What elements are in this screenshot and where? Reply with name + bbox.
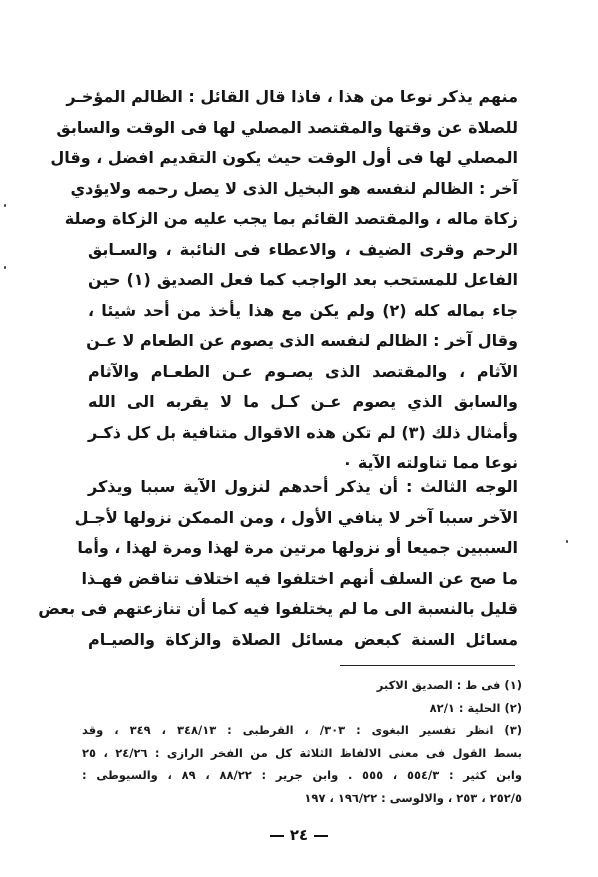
scan-speck (4, 266, 6, 269)
text-line: زكاة ماله ، والمقتصد القائم بما يجب عليه من الزكاة وصلة (64, 209, 518, 228)
footnotes (82, 674, 522, 809)
page-number (0, 826, 598, 844)
paragraph-1 (50, 82, 519, 479)
text-line: قليل بالنسبة الى ما لم يختلفوا فيه كما أن تنازعتهم فى بعض (38, 599, 518, 618)
text-line: مسائل السنة كبعض مسائل الصلاة والزكاة والصيـام (88, 629, 518, 649)
footnote-divider (340, 665, 515, 666)
text-line: الآخر سببا آخر لا ينافي الأول ، ومن الممكن نزولها لأجـل (74, 507, 518, 527)
dash-left (270, 835, 284, 837)
text-line: المصلي لها فى أول الوقت حيث يكون التقديم افضل ، وقال (50, 148, 518, 167)
footnote: ٢٥٢/٥ ، ٢٥٣ ، والالوسى : ١٩٦/٢٢ ، ١٩٧ (304, 790, 522, 805)
text-line: وأمثال ذلك (٣) لم تكن هذه الاقوال متنافية بل كل ذكـر (88, 422, 519, 442)
text-line: نوعا مما تناولته الآية ٠ (342, 453, 518, 472)
scan-speck (4, 204, 6, 207)
footnote: (٢) الحلية : ٨٢/١ (429, 700, 522, 715)
text-line: وقال آخر : الظالم لنفسه الذى يصوم عن الطعام لا عـن (86, 331, 518, 350)
footnote: وابن كثير : ٥٥٤/٣ ، ٥٥٥ . وابن جرير : ٨٨/٢٢ ، ٨٩ ، والسيوطى : (82, 768, 522, 782)
text-line: ما صح عن السلف أنهم اختلفوا فيه اختلاف تناقض فهـذا (81, 568, 518, 588)
paragraph-2 (38, 472, 518, 655)
text-line: الرحم وقرى الضيف ، والاعطاء فى النائبة ، والسـابق (88, 239, 518, 259)
text-line: للصلاة عن وقتها والمقتصد المصلي لها فى الوقت والسابق (56, 117, 518, 137)
text-line: جاء بماله كله (٢) ولم يكن مع هذا يأخذ من أحد شيئا ، (88, 300, 519, 320)
page-number-value: ٢٤ (289, 826, 309, 844)
text-line: آخر : الظالم لنفسه هو البخيل الذى لا يصل رحمه ولايؤدي (70, 178, 518, 198)
text-line: الآثام ، والمقتصد الذى يصـوم عـن الطعـام والآثام (88, 361, 518, 381)
dash-right (314, 835, 328, 837)
scan-speck (566, 540, 568, 543)
footnote: (١) فى ط : الصديق الاكبر (376, 678, 522, 692)
text-line: الوجه الثالث : أن يذكر أحدهم لنزول الآية سببا ويذكر (88, 477, 518, 496)
text-line: الفاعل للمستحب بعد الواجب كما فعل الصديق (١) حين (88, 270, 519, 289)
footnote: بسط القول فى معنى الالفاظ الثلاثة كل من الفخر الرازى : ٢٤/٢٦ ، ٢٥ (82, 745, 522, 760)
text-line: والسابق الذي يصوم عـن كـل ما لا يقربه الى الله (88, 392, 518, 411)
text-line: منهم يذكر نوعا من هذا ، فاذا قال القائل : الظالم المؤخـر (66, 87, 518, 106)
text-line: السببين جميعا أو نزولها مرتين مرة لهذا ومرة لهذا ، وأما (77, 538, 518, 557)
footnote: (٣) انظر تفسير البغوى : ٣٠٣/ ، القرطبى : ٣٤٨/١٣ ، ٣٤٩ ، وقد (82, 723, 522, 737)
